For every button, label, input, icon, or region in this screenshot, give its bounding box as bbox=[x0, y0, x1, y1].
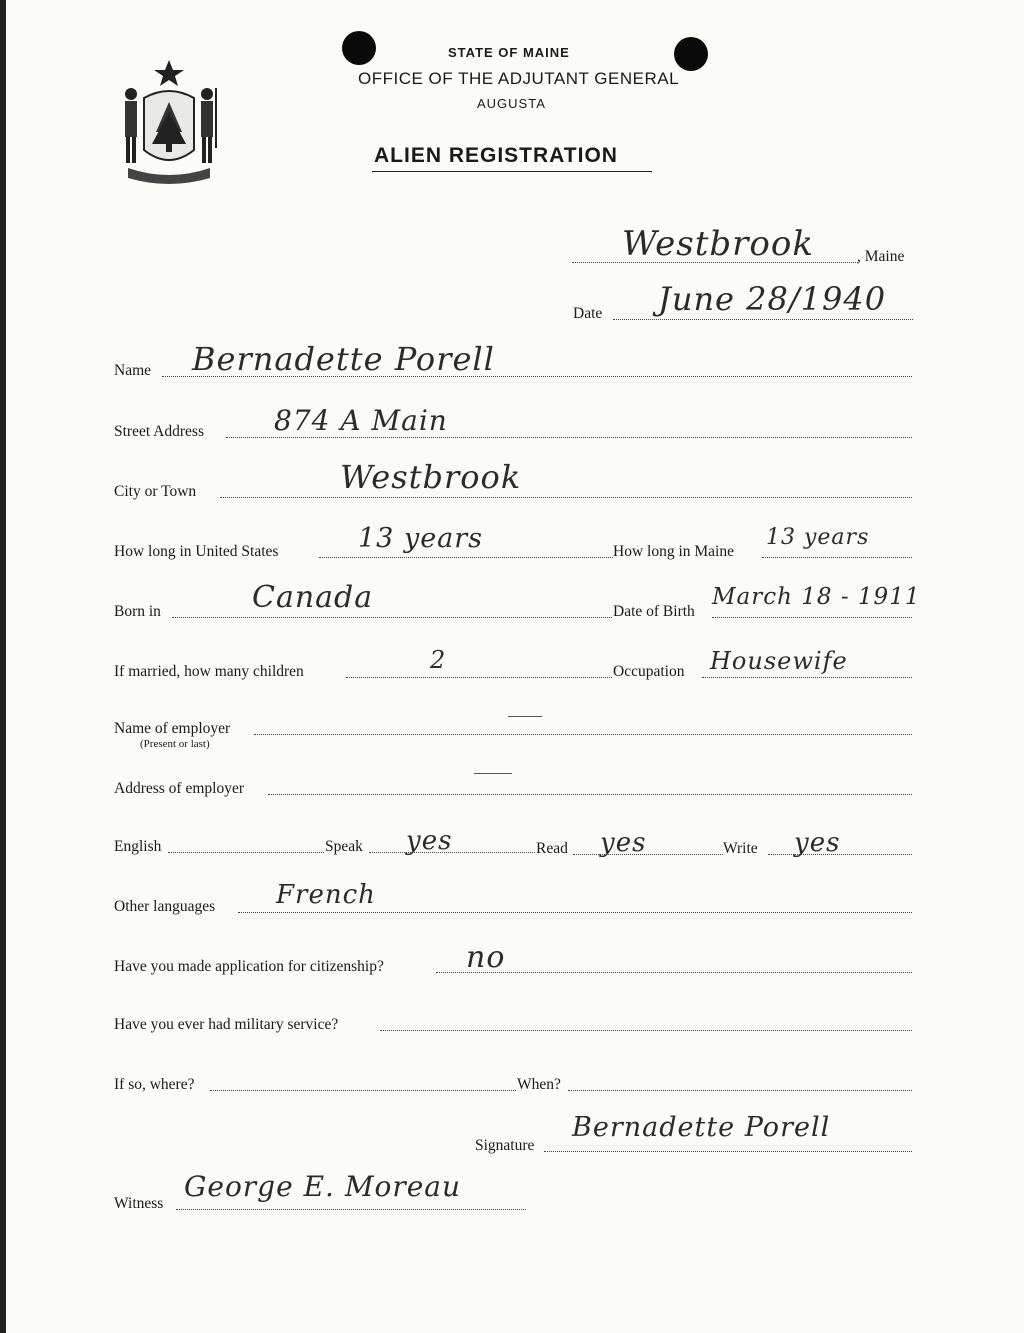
if-so-where-label: If so, where? bbox=[114, 1076, 195, 1093]
occupation-label: Occupation bbox=[613, 663, 685, 680]
form-title: ALIEN REGISTRATION bbox=[374, 144, 618, 167]
witness-value: George E. Moreau bbox=[184, 1170, 462, 1203]
how-long-us-value: 13 years bbox=[358, 523, 484, 554]
employer-address-label: Address of employer bbox=[114, 780, 244, 797]
signature-value: Bernadette Porell bbox=[572, 1112, 831, 1143]
when-label: When? bbox=[517, 1076, 561, 1093]
city-heading: AUGUSTA bbox=[477, 96, 546, 111]
city-or-town-value: Westbrook bbox=[340, 458, 522, 496]
speak-label: Speak bbox=[325, 838, 363, 855]
street-address-value: 874 A Main bbox=[274, 404, 448, 437]
employer-name-dash bbox=[508, 716, 542, 717]
city-or-town-label: City or Town bbox=[114, 483, 197, 500]
how-long-maine-value: 13 years bbox=[766, 525, 870, 550]
date-of-birth-label: Date of Birth bbox=[613, 603, 695, 620]
date-value: June 28/1940 bbox=[658, 280, 887, 318]
children-value: 2 bbox=[430, 646, 447, 674]
occupation-value: Housewife bbox=[710, 647, 848, 675]
born-in-label: Born in bbox=[114, 603, 161, 620]
street-address-label: Street Address bbox=[114, 423, 204, 440]
punch-hole-left bbox=[342, 31, 376, 65]
military-label: Have you ever had military service? bbox=[114, 1016, 339, 1033]
other-languages-value: French bbox=[276, 880, 376, 910]
citizenship-label: Have you made application for citizenship? bbox=[114, 958, 384, 975]
signature-label: Signature bbox=[475, 1137, 535, 1154]
punch-hole-right bbox=[674, 37, 708, 71]
form-title-underline bbox=[372, 171, 652, 172]
name-value: Bernadette Porell bbox=[192, 340, 495, 378]
write-value: yes bbox=[794, 828, 841, 858]
write-label: Write bbox=[723, 840, 758, 857]
other-languages-label: Other languages bbox=[114, 898, 216, 915]
maine-state-seal-icon bbox=[114, 58, 224, 186]
employer-name-label: Name of employer bbox=[114, 720, 231, 737]
english-label: English bbox=[114, 838, 162, 855]
office-heading: OFFICE OF THE ADJUTANT GENERAL bbox=[358, 69, 680, 88]
citizenship-value: no bbox=[466, 940, 506, 975]
read-value: yes bbox=[600, 828, 647, 858]
employer-note-label: (Present or last) bbox=[140, 738, 210, 750]
read-label: Read bbox=[536, 840, 568, 857]
born-in-value: Canada bbox=[252, 580, 374, 615]
how-long-us-label: How long in United States bbox=[114, 543, 279, 560]
maine-label: , Maine bbox=[857, 248, 905, 265]
speak-value: yes bbox=[406, 826, 453, 856]
date-of-birth-value: March 18 - 1911 bbox=[712, 584, 921, 610]
how-long-maine-label: How long in Maine bbox=[613, 543, 734, 560]
state-heading: STATE OF MAINE bbox=[448, 45, 570, 60]
date-label: Date bbox=[573, 305, 603, 322]
employer-address-dash bbox=[474, 773, 512, 774]
town-value: Westbrook bbox=[622, 224, 814, 264]
children-label: If married, how many children bbox=[114, 663, 304, 680]
witness-label: Witness bbox=[114, 1195, 164, 1212]
name-label: Name bbox=[114, 362, 152, 379]
